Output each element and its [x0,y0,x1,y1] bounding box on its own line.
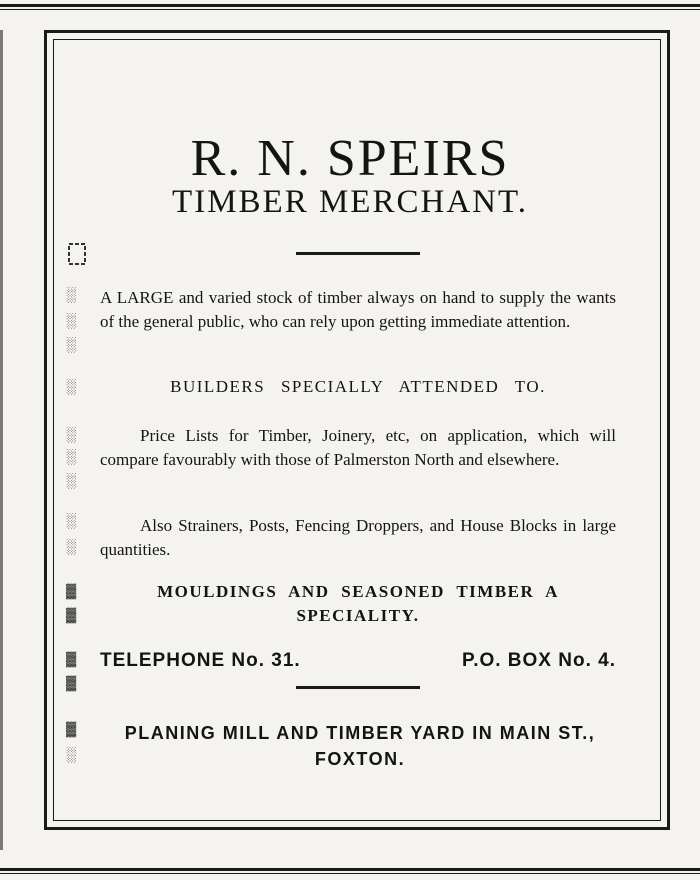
margin-mark: ░ [66,314,76,329]
advert-subtitle: TIMBER MERCHANT. [172,184,528,220]
bracket-ornament-icon [66,242,88,266]
divider-rule-lower [296,686,420,689]
margin-mark: ▓ [66,608,77,623]
divider-rule [296,252,420,255]
margin-mark: ░ [66,474,76,489]
bottom-border-rule [0,868,700,874]
advert-title: R. N. SPEIRS [190,129,510,187]
margin-mark: ░ [66,380,76,395]
price-list-paragraph: Price Lists for Timber, Joinery, etc, on application, which will compare favourably with those of Palmerston North and elsewhere. [100,426,616,469]
margin-mark: ▓ [66,676,77,691]
margin-mark: ▓ [66,722,77,737]
stock-paragraph: A LARGE and varied stock of timber always on hand to supply the wants of the general public, who can rely upon getting immediate attention. [100,288,616,331]
top-border-rule [0,4,700,10]
builders-line: BUILDERS SPECIALLY ATTENDED TO. [170,377,546,396]
telephone-number: TELEPHONE No. 31. [100,650,301,671]
margin-mark: ░ [66,540,76,555]
margin-mark: ▓ [66,584,77,599]
margin-mark: ░ [66,428,76,443]
margin-mark: ░ [66,288,76,303]
margin-mark: ▓ [66,652,77,667]
margin-mark: ░ [66,338,76,353]
planing-mill-address: PLANING MILL AND TIMBER YARD IN MAIN ST., FOXTON. [124,723,596,769]
margin-mark: ░ [66,514,76,529]
strainers-paragraph: Also Strainers, Posts, Fencing Droppers, and House Blocks in large quantities. [100,516,616,559]
margin-mark: ░ [66,748,76,763]
margin-mark: ░ [66,450,76,465]
po-box: P.O. BOX No. 4. [461,650,616,671]
mouldings-line: MOULDINGS AND SEASONED TIMBER A SPECIALITY. [157,582,559,625]
